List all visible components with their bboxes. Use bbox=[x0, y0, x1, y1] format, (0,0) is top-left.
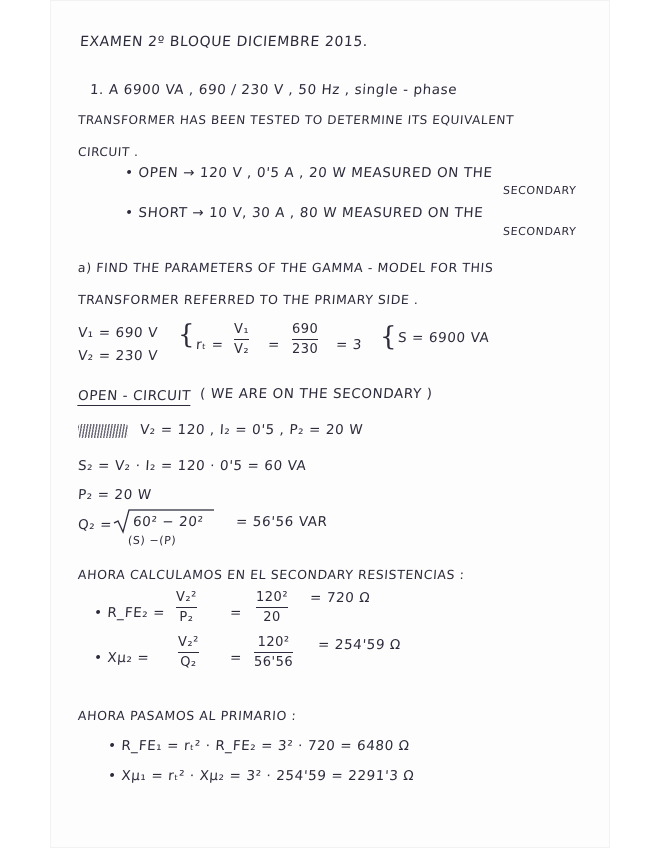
rt-denominator: V₂ bbox=[234, 342, 250, 357]
rt-equals: = bbox=[267, 337, 281, 353]
s-value: S = 6900 VA bbox=[397, 330, 490, 346]
q2-legend: (S) −(P) bbox=[127, 534, 177, 547]
rfe2-value-fraction bbox=[256, 590, 288, 625]
xmu2-value-numerator: 120² bbox=[257, 635, 290, 650]
brace-left: { bbox=[178, 320, 195, 350]
xmu2-value-denominator: 56'56 bbox=[254, 655, 294, 670]
fraction-bar bbox=[256, 607, 288, 608]
problem-line-2: TRANSFORMER HAS BEEN TESTED TO DETERMINE ITS EQUIVALENT bbox=[77, 113, 515, 127]
brace-right: { bbox=[380, 322, 397, 352]
fraction-bar bbox=[234, 339, 249, 340]
s2-calculation: S₂ = V₂ · I₂ = 120 · 0'5 = 60 VA bbox=[77, 458, 307, 474]
rfe2-label: • R_FE₂ = bbox=[93, 605, 166, 621]
rt-value-fraction bbox=[292, 322, 318, 357]
secondary-intro: AHORA CALCULAMOS EN EL SECONDARY RESISTENCIAS : bbox=[77, 567, 466, 582]
fraction-bar bbox=[178, 652, 199, 653]
rt-value-denominator: 230 bbox=[292, 342, 319, 357]
v1-value: V₁ = 690 V bbox=[77, 325, 159, 341]
rfe2-fraction bbox=[176, 590, 197, 625]
open-test-line: • OPEN → 120 V , 0'5 A , 20 W MEASURED ON THE bbox=[124, 165, 494, 181]
rfe2-numerator: V₂² bbox=[176, 590, 197, 605]
rt-value-numerator: 690 bbox=[292, 322, 319, 337]
p2-value: P₂ = 20 W bbox=[77, 487, 153, 503]
rfe2-value-denominator: 20 bbox=[263, 610, 281, 625]
rfe2-result: = 720 Ω bbox=[309, 590, 371, 606]
rt-label: rₜ = bbox=[195, 337, 225, 353]
xmu2-equals: = bbox=[229, 650, 243, 666]
crossed-out-scribble bbox=[78, 424, 128, 438]
short-test-line: • SHORT → 10 V, 30 A , 80 W MEASURED ON THE bbox=[124, 205, 484, 221]
open-circuit-title bbox=[77, 388, 191, 404]
rfe2-denominator: P₂ bbox=[179, 610, 194, 625]
rt-numerator: V₁ bbox=[234, 322, 250, 337]
xmu2-denominator: Q₂ bbox=[180, 655, 197, 670]
open-circuit-note: ( WE ARE ON THE SECONDARY ) bbox=[199, 386, 434, 402]
open-circuit-heading: OPEN - CIRCUIT bbox=[77, 388, 192, 404]
v2-value: V₂ = 230 V bbox=[77, 348, 159, 364]
primary-intro: AHORA PASAMOS AL PRIMARIO : bbox=[77, 708, 297, 723]
part-a-line-2: TRANSFORMER REFERRED TO THE PRIMARY SIDE . bbox=[77, 292, 420, 307]
rfe2-equals: = bbox=[229, 605, 243, 621]
rfe2-value-numerator: 120² bbox=[256, 590, 289, 605]
problem-line-1: 1. A 6900 VA , 690 / 230 V , 50 Hz , single - phase bbox=[89, 82, 458, 98]
xmu1-calculation: • Xμ₁ = rₜ² · Xμ₂ = 3² · 254'59 = 2291'3 Ω bbox=[107, 768, 415, 784]
xmu2-result: = 254'59 Ω bbox=[317, 637, 402, 653]
q2-expression: 60² − 20² bbox=[132, 514, 205, 530]
short-test-cont: SECONDARY bbox=[502, 225, 577, 238]
exam-header: EXAMEN 2º BLOQUE DICIEMBRE 2015. bbox=[79, 34, 369, 50]
rt-fraction bbox=[234, 322, 249, 357]
rfe1-calculation: • R_FE₁ = rₜ² · R_FE₂ = 3² · 720 = 6480 Ω bbox=[107, 738, 411, 754]
rt-result: = 3 bbox=[335, 337, 363, 353]
part-a-line-1: a) FIND THE PARAMETERS OF THE GAMMA - MODEL FOR THIS bbox=[77, 260, 494, 275]
fraction-bar bbox=[176, 607, 197, 608]
open-circuit-values: V₂ = 120 , I₂ = 0'5 , P₂ = 20 W bbox=[139, 422, 364, 438]
xmu2-label: • Xμ₂ = bbox=[93, 650, 150, 666]
q2-result: = 56'56 VAR bbox=[235, 514, 329, 530]
xmu2-numerator: V₂² bbox=[178, 635, 199, 650]
problem-line-3: CIRCUIT . bbox=[77, 145, 140, 159]
fraction-bar bbox=[292, 339, 318, 340]
xmu2-fraction bbox=[178, 635, 199, 670]
fraction-bar bbox=[254, 652, 293, 653]
q2-label: Q₂ = bbox=[77, 517, 113, 533]
xmu2-value-fraction bbox=[254, 635, 293, 670]
open-test-cont: SECONDARY bbox=[502, 184, 577, 197]
